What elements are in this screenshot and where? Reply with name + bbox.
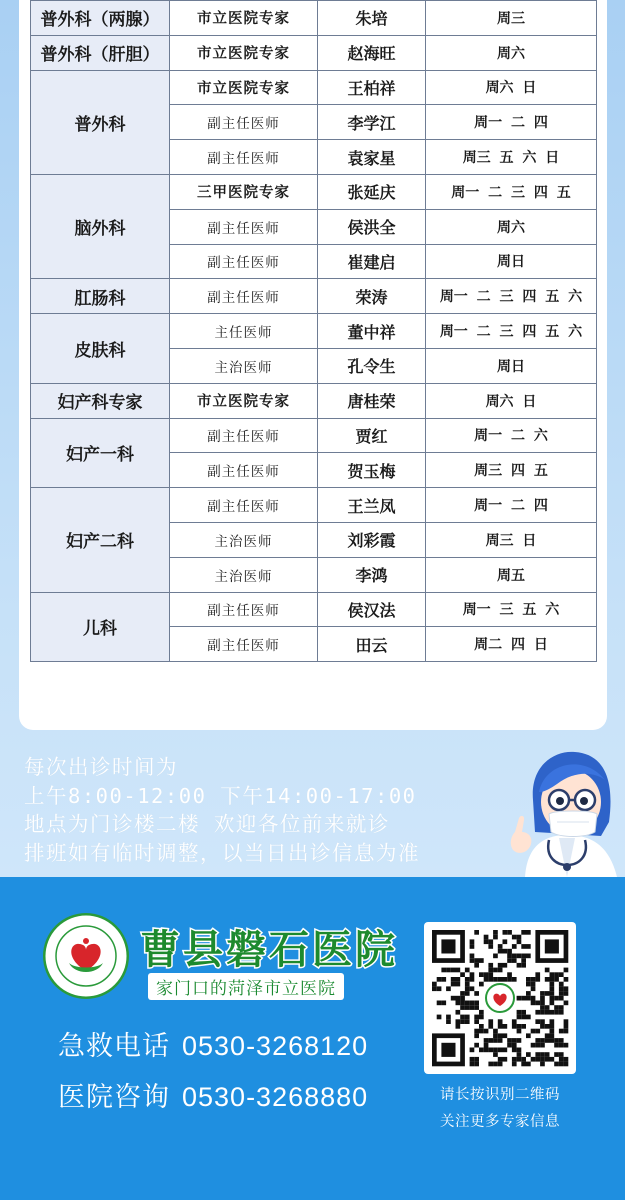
clinic-days-cell: 周一 二 三 四 五 [426,174,597,209]
doctor-name-cell: 侯汉法 [318,592,426,627]
clinic-days-cell: 周五 [426,557,597,592]
doctor-title-cell: 副主任医师 [170,105,318,140]
doctor-title-cell: 副主任医师 [170,140,318,175]
clinic-days-cell: 周一 二 四 [426,488,597,523]
doctor-name-cell: 董中祥 [318,314,426,349]
department-cell: 儿科 [31,592,170,662]
doctor-mascot-illustration [505,740,625,877]
table-row [31,314,597,349]
table-row [31,174,597,209]
doctor-name-cell: 唐桂荣 [318,383,426,418]
clinic-days-cell: 周二 四 日 [426,627,597,662]
qr-code-graphic [424,922,576,1074]
clinic-days-cell: 周一 二 三 四 五 六 [426,314,597,349]
department-cell: 妇产二科 [31,488,170,592]
doctor-name-cell: 张延庆 [318,174,426,209]
doctor-name-cell: 李学江 [318,105,426,140]
table-row [31,35,597,70]
doctor-title-cell: 市立医院专家 [170,35,318,70]
doctor-title-cell: 副主任医师 [170,453,318,488]
qr-caption-line2: 关注更多专家信息 [440,1114,560,1130]
doctor-name-cell: 刘彩霞 [318,522,426,557]
clinic-days-cell: 周一 二 六 [426,418,597,453]
doctor-title-cell: 副主任医师 [170,627,318,662]
clinic-days-cell: 周六 日 [426,70,597,105]
doctor-title-cell: 市立医院专家 [170,1,318,36]
doctor-name-cell: 侯洪全 [318,209,426,244]
doctor-title-cell: 副主任医师 [170,488,318,523]
doctor-title-cell: 副主任医师 [170,279,318,314]
doctor-title-cell: 主治医师 [170,522,318,557]
table-row [31,418,597,453]
clinic-hours: 上午8:00-12:00 下午14:00-17:00 [24,783,417,808]
doctor-name-cell: 李鸿 [318,557,426,592]
doctor-name-cell: 荣涛 [318,279,426,314]
doctor-title-cell: 市立医院专家 [170,383,318,418]
clinic-days-cell: 周日 [426,348,597,383]
hospital-slogan: 家门口的菏泽市立医院 [148,973,344,1000]
clinic-days-cell: 周一 二 四 [426,105,597,140]
department-cell: 肛肠科 [31,279,170,314]
department-cell: 普外科 [31,70,170,174]
doctor-title-cell: 副主任医师 [170,209,318,244]
department-cell: 妇产一科 [31,418,170,488]
emergency-contact [58,1024,368,1063]
doctor-schedule-table [30,0,597,662]
doctor-name-cell: 王柏祥 [318,70,426,105]
doctor-name-cell: 贾红 [318,418,426,453]
clinic-days-cell: 周日 [426,244,597,279]
table-row [31,70,597,105]
department-cell: 脑外科 [31,174,170,278]
clinic-days-cell: 周六 [426,209,597,244]
hospital-logo [43,913,129,999]
clinic-days-cell: 周三 [426,1,597,36]
department-cell: 普外科（肝胆） [31,35,170,70]
clinic-info [24,753,420,867]
table-row [31,383,597,418]
doctor-title-cell: 副主任医师 [170,418,318,453]
clinic-days-cell: 周三 五 六 日 [426,140,597,175]
doctor-title-cell: 三甲医院专家 [170,174,318,209]
doctor-name-cell: 孔令生 [318,348,426,383]
qr-code[interactable] [424,922,576,1074]
doctor-title-cell: 副主任医师 [170,244,318,279]
emergency-phone[interactable]: 0530-3268120 [182,1031,369,1061]
clinic-info-line: 每次出诊时间为 [24,755,178,779]
clinic-days-cell: 周三 四 五 [426,453,597,488]
doctor-title-cell: 副主任医师 [170,592,318,627]
department-cell: 普外科（两腺） [31,1,170,36]
clinic-days-cell: 周一 三 五 六 [426,592,597,627]
clinic-days-cell: 周一 二 三 四 五 六 [426,279,597,314]
doctor-name-cell: 王兰凤 [318,488,426,523]
clinic-days-cell: 周六 [426,35,597,70]
clinic-days-cell: 周六 日 [426,383,597,418]
clinic-location: 地点为门诊楼二楼 欢迎各位前来就诊 [24,812,390,836]
table-row [31,592,597,627]
emergency-label: 急救电话 [58,1031,170,1061]
doctor-name-cell: 赵海旺 [318,35,426,70]
consult-phone[interactable]: 0530-3268880 [182,1082,369,1112]
doctor-title-cell: 主治医师 [170,348,318,383]
consult-contact [58,1075,368,1114]
schedule-notice: 排班如有临时调整，以当日出诊信息为准 [24,840,420,865]
table-row [31,279,597,314]
doctor-title-cell: 主治医师 [170,557,318,592]
table-row [31,488,597,523]
doctor-name-cell: 袁家星 [318,140,426,175]
table-row [31,1,597,36]
doctor-title-cell: 市立医院专家 [170,70,318,105]
consult-label: 医院咨询 [58,1082,170,1112]
department-cell: 妇产科专家 [31,383,170,418]
doctor-name-cell: 贺玉梅 [318,453,426,488]
doctor-name-cell: 崔建启 [318,244,426,279]
qr-caption-line1: 请长按识别二维码 [440,1087,560,1103]
department-cell: 皮肤科 [31,314,170,384]
doctor-name-cell: 田云 [318,627,426,662]
clinic-days-cell: 周三 日 [426,522,597,557]
doctor-name-cell: 朱培 [318,1,426,36]
doctor-title-cell: 主任医师 [170,314,318,349]
hospital-name: 曹县磐石医院 [140,926,398,973]
